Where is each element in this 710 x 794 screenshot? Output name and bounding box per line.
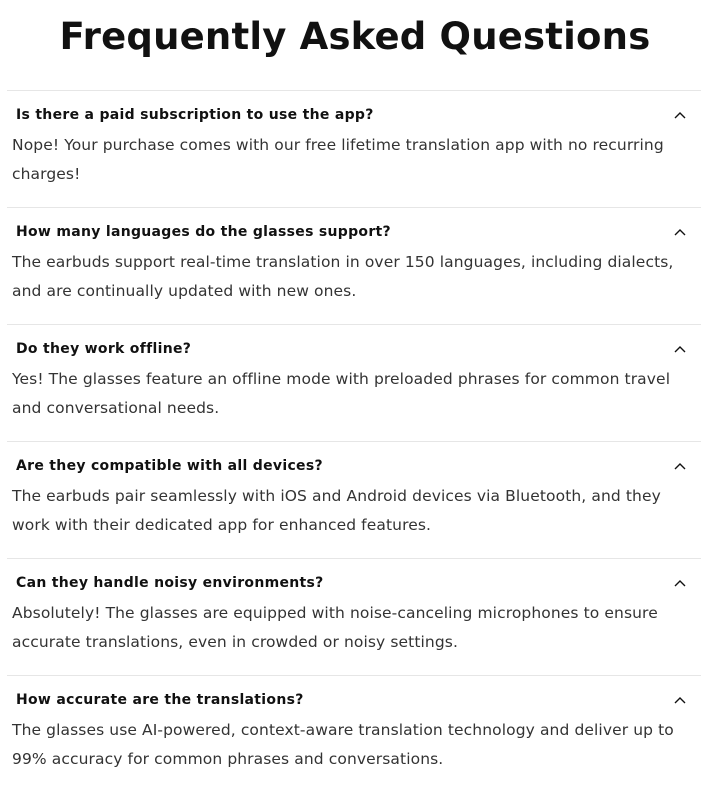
faq-question-text: How many languages do the glasses support? bbox=[16, 224, 391, 240]
faq-answer-text: The earbuds pair seamlessly with iOS and Android devices via Bluetooth, and they work with their dedicated app for enhanced features. bbox=[12, 487, 661, 534]
faq-item bbox=[7, 324, 701, 441]
faq-item bbox=[7, 441, 701, 558]
chevron-up-icon[interactable] bbox=[673, 576, 687, 590]
faq-answer-text: Yes! The glasses feature an offline mode with preloaded phrases for common travel and conversational needs. bbox=[12, 370, 671, 417]
faq-item bbox=[7, 207, 701, 324]
chevron-up-icon[interactable] bbox=[673, 693, 687, 707]
faq-item bbox=[7, 90, 701, 207]
faq-answer-text: Nope! Your purchase comes with our free lifetime translation app with no recurring charges! bbox=[12, 136, 664, 183]
chevron-up-icon[interactable] bbox=[673, 225, 687, 239]
chevron-up-icon[interactable] bbox=[673, 459, 687, 473]
faq-list bbox=[7, 90, 701, 792]
faq-item bbox=[7, 558, 701, 675]
faq-question-text: How accurate are the translations? bbox=[16, 692, 304, 708]
faq-question-text: Can they handle noisy environments? bbox=[16, 575, 324, 591]
faq-question-text: Are they compatible with all devices? bbox=[16, 458, 323, 474]
page-title: Frequently Asked Questions bbox=[59, 15, 651, 58]
faq-answer-text: The earbuds support real-time translation in over 150 languages, including dialects, and are continually updated with new ones. bbox=[12, 253, 674, 300]
faq-question-text: Is there a paid subscription to use the app? bbox=[16, 107, 374, 123]
faq-answer-text: The glasses use AI-powered, context-aware translation technology and deliver up to 99% accuracy for common phrases and conversations. bbox=[12, 721, 674, 768]
faq-answer-text: Absolutely! The glasses are equipped with noise-canceling microphones to ensure accurate translations, even in crowded or noisy settings. bbox=[12, 604, 658, 651]
chevron-up-icon[interactable] bbox=[673, 342, 687, 356]
faq-question-text: Do they work offline? bbox=[16, 341, 192, 357]
chevron-up-icon[interactable] bbox=[673, 108, 687, 122]
faq-item bbox=[7, 675, 701, 792]
